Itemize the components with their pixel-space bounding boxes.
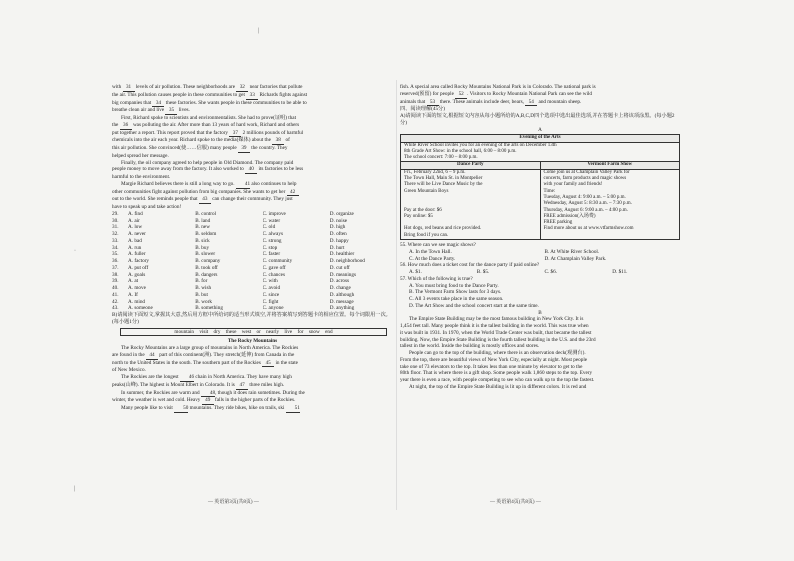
dance-line: The Town Hall, Main St. in Montpelier: [404, 176, 483, 182]
option-choice: B. buy: [195, 244, 210, 251]
option-choice: B. seldom: [195, 231, 217, 237]
margin-mark: ·: [74, 248, 76, 254]
blank-number: 36: [120, 122, 132, 130]
blank-number: 34: [152, 100, 164, 108]
question-options: [400, 283, 680, 310]
option-choice: B. took off: [195, 264, 218, 271]
option-choice: B. slower: [195, 251, 216, 258]
dance-line: Green Mountain Boys: [404, 188, 449, 194]
text-line: fish. A special area called Rocky Mountains National Park is in Colorado. The national park is: [400, 84, 596, 90]
option-choice: A. put off: [128, 264, 149, 271]
blank-number: 45: [262, 360, 274, 368]
dance-line: Pay at the door: $6: [404, 207, 442, 213]
option-choice: B. land: [195, 217, 211, 224]
text-line: reserved(预留) for people 52 . Visitors to Rocky Mountain National Park can see the wild: [400, 90, 592, 97]
ad-intro-line: 8th Grade Art Show: in the school hall, 6:00 – 8:00 p.m.: [404, 148, 517, 154]
dance-line: Bring food if you can.: [404, 232, 449, 238]
option-choice: D. happy: [329, 237, 349, 244]
section-b-instruction: B)请阅读下面短文,掌握其大意,然后用方框中所给词的适当形式填空,并将答案填写到答题卡的相应位置。每个词限用一次。(每小题1分): [112, 312, 391, 325]
farm-line: FREE parking: [543, 220, 573, 226]
rocky-passage: [112, 345, 393, 413]
blank-number: 37: [229, 130, 241, 138]
option-choice: A. air: [128, 217, 140, 224]
answer-option: B. $5.: [476, 269, 490, 275]
answer-option: B. At White River School.: [544, 248, 600, 255]
answer-option: D. At Champlain Valley Park.: [544, 255, 607, 262]
answer-option: A. You must bring food to the Dance Party.: [409, 282, 499, 289]
option-choice: C. since: [262, 291, 280, 298]
text-line: this air pollution. She convinced(使……信服) many people 39 the country. They: [112, 145, 288, 151]
option-choice: A. mind: [128, 298, 146, 305]
blank-number: 40: [245, 166, 257, 174]
question-stem: 57. Which of the following is true?: [400, 275, 473, 282]
text-line: the 36 was polluting the air. After more than 13 years of hard work, Richard and others: [112, 121, 300, 128]
question-number: 32.: [112, 231, 119, 237]
blank-number: 35: [165, 107, 177, 115]
farm-line: with your family and friends!: [543, 182, 603, 188]
option-choice: C. chances: [262, 271, 285, 278]
blank-number: 33: [246, 92, 258, 100]
question-stem: 55. Where can we see magic shows?: [400, 242, 476, 248]
question-number: 36.: [112, 258, 119, 264]
text-line: big companies that 34 these factories. She wants people in these communities to be able to: [112, 99, 307, 106]
answer-option: A. $1.: [409, 269, 422, 275]
left-passage: [112, 84, 393, 211]
option-choice: B. wish: [195, 285, 212, 291]
option-choice: C. community: [262, 258, 293, 264]
page-fold: [396, 80, 397, 510]
text-line: harmful to the environment.: [112, 174, 171, 180]
dance-line: Hot dogs, red beans and rice provided.: [404, 226, 482, 232]
blank-number: 39: [238, 145, 250, 153]
text-line: People can go to the top of the building, where there is an observation deck(观测台).: [409, 350, 586, 356]
option-choice: A. bad: [128, 237, 142, 244]
section-header: 四、阅读理解(45分): [400, 106, 445, 113]
text-line: have to speak up and take action!: [112, 204, 182, 210]
answer-option: D. $11.: [612, 269, 628, 275]
text-line: At night, the top of the Empire State Building is lit up in different colors. It is red and: [409, 383, 587, 390]
text-line: of New Mexico.: [112, 367, 146, 374]
farm-line: Tuesday, August 4: 9:00 a.m. – 5:00 p.m.: [543, 194, 626, 200]
option-choice: C. water: [262, 217, 281, 224]
question-number: 42.: [112, 298, 119, 305]
answer-option: C. At the Dance Party.: [409, 255, 456, 262]
farm-line: Thursday, August 6: 9:00 a.m. – 4:00 p.m.: [543, 207, 628, 213]
dance-title: Dance Party: [401, 162, 541, 169]
option-choice: D. across: [329, 278, 350, 285]
text-line: the air. This pollution causes people in these communities to get 33 Richards fights against: [112, 91, 308, 98]
text-line: take one of 73 elevators to the top. It takes less than one minute by elevator to get to the: [400, 363, 583, 370]
left-footer: — 英语第3页(共8页) —: [208, 500, 259, 505]
text-line: 1,454 feet tall. Many people think it is the tallest building in the world. This was true when: [400, 323, 589, 329]
questions: [400, 242, 680, 310]
blank-number: 51: [286, 405, 300, 413]
option-choice: B. new: [195, 224, 210, 231]
option-choice: D. change: [329, 285, 351, 291]
option-choice: D. organize: [329, 210, 354, 217]
option-choice: C. avoid: [262, 285, 281, 291]
option-choice: C. improve: [262, 210, 286, 217]
ad-title: Evening of the Arts: [401, 135, 680, 142]
option-choice: C. stop: [262, 244, 278, 251]
word-box: mountain visit dry these west or nearly live for snow end: [120, 328, 387, 337]
question-options: [400, 249, 680, 263]
question-number: 30.: [112, 217, 119, 224]
text-line: out to the world. She reminds people that 43 can change their community. They just: [112, 196, 293, 203]
option-choice: C. with: [262, 278, 278, 285]
text-line: First, Richard spoke to scientists and environmentalists. She had to prove(证明) that: [121, 115, 297, 121]
blank-number: 32: [236, 84, 248, 92]
question-number: 37.: [112, 264, 119, 271]
text-line: are found in the 44 part of this continent(洲). They stretch(延伸) from Canada in the: [112, 351, 295, 358]
option-choice: A. If: [128, 291, 138, 298]
option-choice: A. low: [128, 224, 143, 231]
option-choice: D. noise: [329, 217, 348, 224]
question-number: 43.: [112, 305, 119, 312]
option-choice: D. message: [329, 298, 354, 305]
option-choice: A. factory: [128, 258, 150, 264]
question-options: [400, 269, 680, 276]
text-line: 80th floor. That is where there is a gift shop. Some people walk 1,860 steps to the top. Every: [400, 370, 593, 377]
text-line: put together a report. This report proved that the factory 37 2 millions pounds of harmful: [112, 129, 304, 136]
passage-a-label: A: [538, 126, 542, 133]
text-line: Many people like to visit 50 mountains. They ride bikes, hike on trails, ski 51: [121, 405, 300, 411]
farm-details: [540, 169, 680, 239]
text-line: The Empire State Building may be the most famous building in New York City. It is: [409, 316, 584, 323]
option-choice: A. goals: [128, 271, 146, 278]
text-line: From the top, there are beautiful views of New York City, especially at night. Most people: [400, 356, 588, 363]
margin-mark: |: [258, 28, 260, 34]
ad-intro-line: White River School invites you for an evening of the arts on December 13th: [404, 142, 557, 148]
option-choice: B. something: [195, 305, 223, 312]
text-line: winter, the weather is wet and cold. Heavy 49 falls in the higher parts of the Rockies.: [112, 397, 296, 404]
ad-intro-line: The school concert: 7:00 – 8:00 p.m.: [404, 155, 478, 161]
answer-option: A. In the Town Hall.: [409, 248, 452, 255]
option-choice: A. move: [128, 285, 146, 291]
text-line: tallest in the world. Inside the building is mostly offices and stores.: [400, 343, 540, 350]
text-line: building. Now, the Empire State Building is the fourth tallest building in the U.S. and the 23rd: [400, 336, 596, 343]
question-number: 38.: [112, 271, 119, 278]
option-choice: C. faster: [262, 251, 281, 258]
answer-option: D. The Art Show and the school concert start at the same time.: [409, 302, 539, 309]
text-line: The Rocky Mountains are a large group of mountains in North America. The Rockies: [121, 345, 299, 351]
farm-title: Vermont Farm Show: [540, 162, 680, 169]
answer-option: C. All 3 events take place in the same season.: [409, 296, 504, 302]
option-choice: A. never: [128, 231, 146, 237]
question-number: 35.: [112, 251, 119, 258]
blank-number: 44: [146, 352, 158, 360]
text-line: people money to move away from the factory. It also worked to 40 its factories to be less: [112, 166, 304, 173]
farm-line: FREE admission(入场费): [543, 213, 596, 219]
option-choice: C. always: [262, 231, 283, 237]
text-line: Margie Richard believes there is still a long way to go. 41 also continues to help: [121, 180, 297, 187]
text-line: chemicals into the air each year. Richard spoke to the media(媒体) about the 38 of: [112, 137, 290, 144]
option-choice: D. hurt: [329, 244, 345, 251]
blank-number: 46: [180, 374, 194, 382]
option-choice: D. meanings: [329, 271, 356, 278]
option-choice: D. anything: [329, 305, 355, 312]
passage-title: The Rocky Mountains: [227, 338, 278, 345]
option-choice: D. neighborhood: [329, 258, 365, 264]
text-line: animals that 53 there. These animals include deer, bears, 54 and mountain sheep.: [400, 98, 582, 105]
right-footer: — 英语第4页(共8页) —: [490, 500, 541, 505]
passage-b-label: B: [538, 309, 542, 316]
option-choice: B. but: [195, 291, 208, 298]
blank-number: 47: [236, 382, 248, 390]
option-choice: B. for: [195, 278, 208, 285]
option-choice: C. old: [262, 224, 276, 231]
question-number: 40.: [112, 285, 119, 291]
question-number: 39.: [112, 278, 119, 285]
option-choice: A. someone: [128, 305, 153, 312]
option-choice: B. sick: [195, 237, 210, 244]
text-line: peaks(山峰). The highest is Mount Elbert in Colorado. It is 47 three miles high.: [112, 381, 285, 388]
blank-number: 38: [272, 137, 284, 145]
blank-number: 48: [201, 390, 215, 398]
text-line: it was built in 1931. In 1970, when the World Trade Center was built, that became the tallest: [400, 329, 592, 336]
option-choice: B. work: [195, 298, 212, 305]
text-line: Finally, the oil company agreed to help people in Old Diamond. The company paid: [121, 159, 294, 166]
dance-line: There will be Live Dance Music by the: [404, 182, 483, 188]
question-stem: 56. How much does a ticket cost for the dance party if paid online?: [400, 262, 540, 269]
ad-table: [400, 134, 680, 240]
rocky-passage-cont: [400, 84, 680, 106]
blank-number: 52: [455, 91, 467, 99]
option-choice: A. find: [128, 210, 143, 217]
option-choice: D. healthier: [329, 251, 355, 258]
farm-line: Time:: [543, 188, 556, 194]
margin-mark: |: [74, 486, 76, 492]
text-line: In summer, the Rockies are warm and 48, though it does rain sometimes. During the: [121, 389, 305, 396]
option-choice: D. often: [329, 231, 347, 237]
blank-number: 41: [236, 181, 250, 189]
text-line: helped spread her message.: [112, 152, 169, 159]
blank-number: 53: [427, 99, 439, 107]
option-choice: D. cut off: [329, 264, 350, 271]
farm-line: Come join us at Champlain Valley Park for: [543, 169, 630, 175]
farm-line: Find more about us at www.vtfarmshow.com: [543, 226, 634, 232]
dance-details: [401, 169, 541, 239]
right-page: [400, 84, 680, 504]
question-number: 33.: [112, 237, 119, 244]
question-number: 31.: [112, 224, 119, 231]
reading-instruction: A)请阅读下面的短文,根据短文内容从每小题所给的A,B,C,D四个选项中选出最佳选项,并在答题卡上将该项涂黑。(每小题2分): [400, 113, 675, 126]
option-choice: B. company: [195, 258, 221, 264]
farm-line: concerts, farm products and magic shows: [543, 176, 627, 182]
answer-option: B. The Vermont Farm Show lasts for 3 days.: [409, 289, 502, 296]
blank-number: 54: [525, 99, 537, 107]
cloze-options: [112, 211, 393, 312]
option-choice: C. fight: [262, 298, 279, 305]
blank-number: 49: [202, 397, 214, 405]
blank-number: 42: [287, 189, 299, 197]
blank-number: 31: [123, 84, 135, 92]
option-choice: C. gave off: [262, 264, 286, 271]
option-choice: C. anyone: [262, 305, 284, 312]
ad-intro: [401, 142, 680, 162]
answer-option: C. $6.: [544, 269, 558, 275]
text-line: with 31 levels of air pollution. These neighborhoods are 32 near factories that pollute: [112, 84, 303, 90]
option-choice: D. although: [329, 291, 355, 298]
option-choice: A. fuller: [128, 251, 146, 258]
farm-line: Wednesday, August 5: 8:30 a.m. – 7:30 p.m.: [543, 201, 632, 207]
option-choice: D. high: [329, 224, 346, 231]
left-page: [112, 84, 393, 504]
question-number: 41.: [112, 291, 119, 298]
option-choice: B. dangers: [195, 271, 218, 278]
text-line: The Rockies are the longest 46 chain in North America. They have many high: [121, 374, 292, 380]
dance-line: Pay online: $5: [404, 213, 433, 219]
passage-b: [400, 316, 680, 390]
text-line: breathe clean air and live 35 lives.: [112, 107, 190, 114]
blank-number: 43: [199, 196, 211, 204]
question-number: 34.: [112, 244, 119, 251]
option-choice: A. at: [128, 278, 139, 285]
question-number: 29.: [112, 210, 119, 217]
option-choice: B. control: [195, 210, 216, 217]
text-line: year there is even a race, with people competing to see who can walk up to the top the fastest.: [400, 377, 595, 383]
text-line: north to the United States in the south. The southern part of the Rockies 45 in the state: [112, 359, 298, 366]
text-line: other communities fight against pollution from big companies. She wants to get her 42: [112, 189, 393, 197]
option-choice: C. strong: [262, 237, 282, 244]
dance-line: Fri., February 22nd, 6 – 9 p.m.: [404, 169, 466, 175]
option-choice: A. run: [128, 244, 142, 251]
blank-number: 50: [174, 405, 188, 413]
